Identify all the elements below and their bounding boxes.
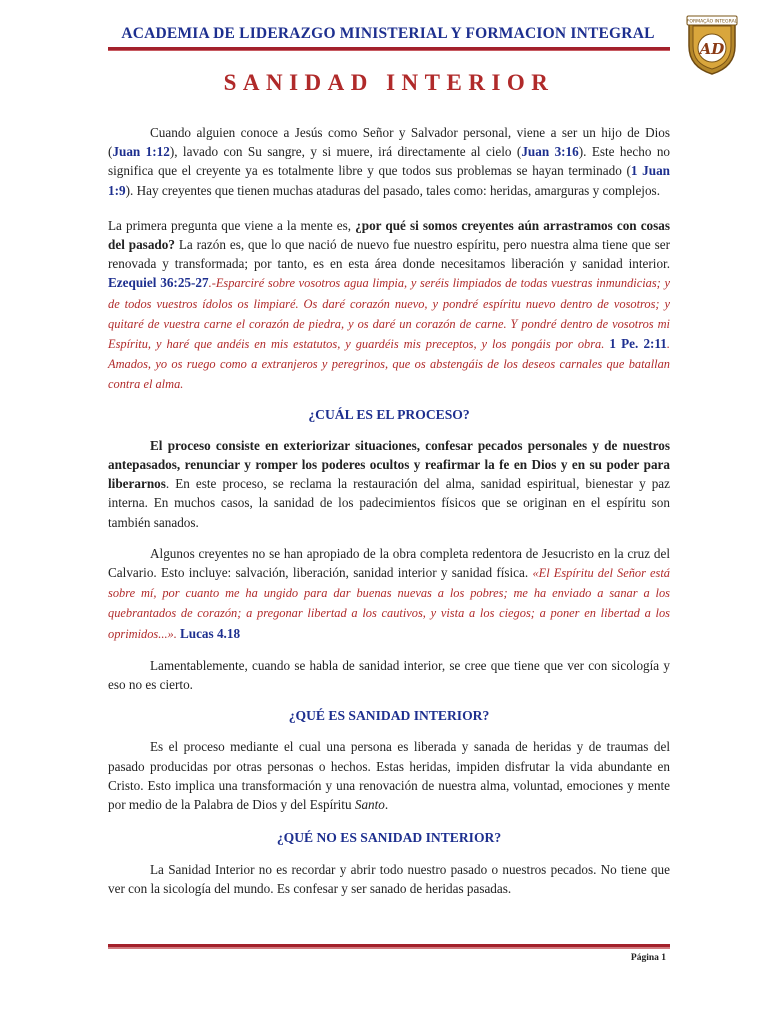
bible-verse: . Amados, yo os ruego como a extranjeros y peregrinos, que os abstengáis de los deseos carnales que batallan contra el alma. <box>108 337 670 392</box>
text-run: La razón es, que lo que nació de nuevo fue nuestro espíritu, pero nuestra alma tiene que ser renovada y transformada; por tanto, es en esta área donde necesitamos liberación y sanidad interior. <box>108 237 670 272</box>
paragraph-intro <box>108 123 670 200</box>
text-run: . <box>384 797 389 813</box>
paragraph-question <box>108 216 670 395</box>
bible-reference: Juan 3:16 <box>521 144 579 160</box>
paragraph-definition <box>108 737 670 814</box>
text-run: Algunos creyentes no se han apropiado de la obra completa redentora de Jesucristo en la cruz del Calvario. Esto incluye: salvación, liberación, sanidad interior y sanidad física. <box>108 545 670 581</box>
bible-reference: 1 Juan 1:9 <box>108 163 671 198</box>
italic-word: Santo <box>354 797 385 813</box>
section-heading-what-is-not: ¿QUÉ NO ES SANIDAD INTERIOR? <box>276 830 502 846</box>
bible-reference: Lucas 4.18 <box>179 625 241 641</box>
bible-reference: Ezequiel 36:25-27 <box>108 275 209 291</box>
text-run: ). Este hecho no significa que el creyente ya es totalmente libre y que todos sus problemas se hayan terminado ( <box>108 144 671 179</box>
svg-text:FORMAÇÃO INTEGRAL: FORMAÇÃO INTEGRAL <box>686 19 738 25</box>
bible-reference: 1 Pe. 2:11 <box>609 336 667 352</box>
text-run: ). Hay creyentes que tienen muchas ataduras del pasado, tales como: heridas, amarguras y complejos. <box>125 182 660 198</box>
institution-header: ACADEMIA DE LIDERAZGO MINISTERIAL Y FORMACION INTEGRAL <box>121 25 655 42</box>
paragraph-psychology: Lamentablemente, cuando se habla de sanidad interior, se cree que tiene que ver con sicología y eso no es cierto. <box>108 657 670 693</box>
header-divider <box>108 47 670 51</box>
paragraph-not: La Sanidad Interior no es recordar y abrir todo nuestro pasado o nuestros pecados. No tiene que ver con la sicología del mundo. Es confesar y ser sanado de heridas pasadas. <box>108 861 670 896</box>
paragraph-believers <box>108 544 670 644</box>
document-body <box>108 123 670 914</box>
text-run: . En este proceso, se reclama la restauración del alma, sanidad espiritual, bienestar y paz interna. En muchos casos, la sanidad de los padecimientos físicos que se originan en el espíritu son también sanados. <box>108 476 670 530</box>
academy-logo-icon <box>685 12 739 76</box>
section-heading-process: ¿CUÁL ES EL PROCESO? <box>308 406 470 422</box>
footer-divider <box>108 944 670 949</box>
text-run: ), lavado con Su sangre, y si muere, irá directamente al cielo ( <box>169 144 522 160</box>
bible-verse: «El Espíritu del Señor está sobre mí, por cuanto me ha ungido para dar buenas nuevas a los pobres; me ha enviado a sanar a los quebrantados de corazón; a pregonar libertad a los cautivos, y vista a los ciegos; a poner en libertad a los oprimidos...». <box>108 566 670 641</box>
svg-text:AD: AD <box>699 40 725 58</box>
page-number: Página 1 <box>630 953 666 963</box>
question-emphasis: ¿por qué si somos creyentes aún arrastramos con cosas del pasado? <box>108 217 671 253</box>
bible-reference: Juan 1:12 <box>112 144 170 160</box>
page-title: SANIDAD INTERIOR <box>223 70 555 95</box>
process-emphasis: El proceso consiste en exteriorizar situaciones, confesar pecados personales y de nuestros antepasados, renunciar y romper los poderes ocultos y reafirmar la fe en Dios y en su poder para liberarnos <box>108 437 670 492</box>
text-run: Es el proceso mediante el cual una persona es liberada y sanada de heridas y de traumas del pasado producidas por otras personas o hechos. Estas heridas, impiden disfrutar la vida abundante en Cristo. Esto implica una transformación y una renovación de nuestra alma, voluntad, emociones y mente por medio de la Palabra de Dios y del Espíritu <box>108 739 670 813</box>
text-run: La primera pregunta que viene a la mente es, <box>108 217 356 233</box>
text-run: Cuando alguien conoce a Jesús como Señor y Salvador personal, viene a ser un hijo de Dios ( <box>108 125 670 160</box>
section-heading-what-is: ¿QUÉ ES SANIDAD INTERIOR? <box>288 708 490 724</box>
bible-verse: .-Esparciré sobre vosotros agua limpia, y seréis limpiados de todas vuestras inmundicias; y de todos vuestros ídolos os limpiaré. Os daré corazón nuevo, y pondré espíritu nuevo dentro de vosotros; y quitaré de vuestra carne el corazón de piedra, y os daré un corazón de carne. Y pondré dentro de vosotros mi Espíritu, y haré que andéis en mis estatutos, y guardéis mis preceptos, y los pongáis por obra. <box>108 276 670 352</box>
paragraph-process <box>108 436 670 532</box>
